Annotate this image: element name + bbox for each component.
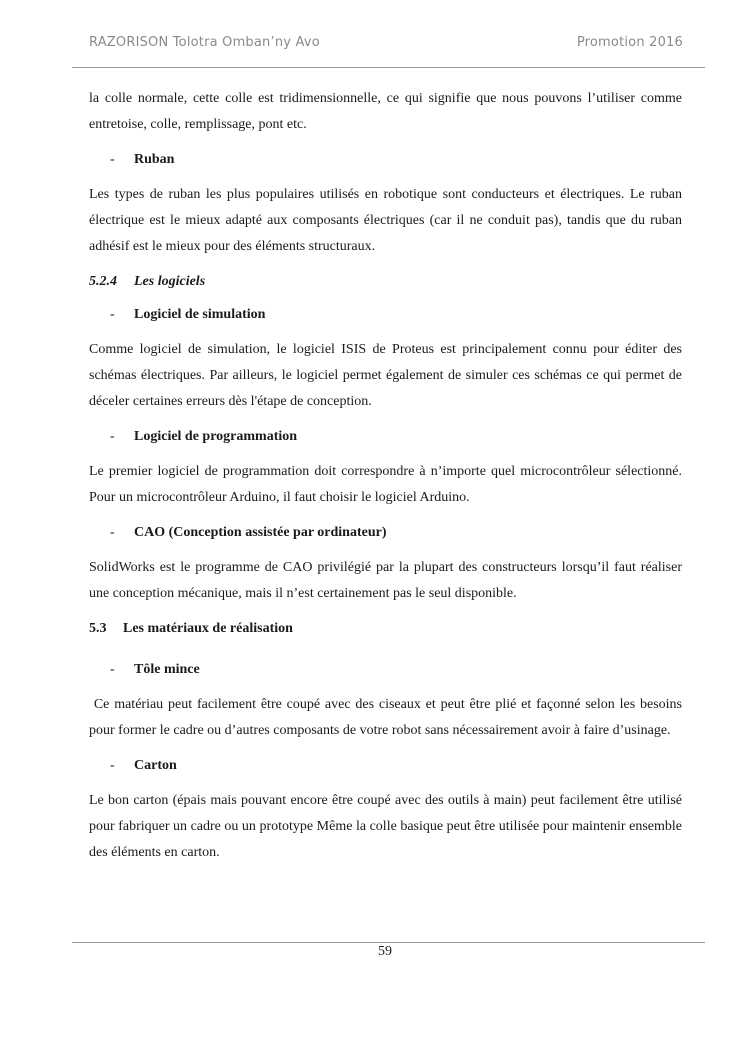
bullet-dash: - [110,758,115,773]
paragraph-programmation: Le premier logiciel de programmation doit correspondre à n’importe quel microcontrôleur sélectionné. Pour un microcontrôleur Arduino, il faut choisir le logiciel Arduino. [89,464,682,505]
paragraph-colle: la colle normale, cette colle est tridimensionnelle, ce qui signifie que nous pouvons l’utiliser comme entretoise, colle, remplissage, pont etc. [89,91,682,132]
paragraph-tole: Ce matériau peut facilement être coupé avec des ciseaux et peut être plié et façonné selon les besoins pour former le cadre ou d’autres composants de votre robot sans nécessairement avoir à faire d’usinage. [89,697,686,738]
section-title: Les logiciels [134,274,206,289]
paragraph-cao: SolidWorks est le programme de CAO privilégié par la plupart des constructeurs lorsqu’il faut réaliser une conception mécanique, mais il n’est certainement pas le seul disponible. [89,560,682,601]
page-number: 59 [378,944,392,959]
bullet-cao [89,520,682,546]
footer-divider [72,942,705,943]
bullet-dash: - [110,152,115,167]
bullet-label: CAO (Conception assistée par ordinateur) [134,525,387,540]
bullet-simulation [89,302,682,328]
paragraph-ruban: Les types de ruban les plus populaires utilisés en robotique sont conducteurs et électriques. Le ruban électrique est le mieux adapté aux composants électriques (car il ne conduit pas), tandis que du ruban adhésif est le mieux pour des éléments structuraux. [89,187,682,254]
header-author: RAZORISON Tolotra Omban’ny Avo [89,35,320,50]
bullet-ruban [89,147,682,173]
bullet-label: Tôle mince [134,662,200,677]
bullet-tole [89,657,682,683]
paragraph-simulation: Comme logiciel de simulation, le logiciel ISIS de Proteus est principalement connu pour éditer des schémas électriques. Par ailleurs, le logiciel permet également de simuler ces schémas ce qui permet de déceler certaines erreurs dès l'étape de conception. [89,342,682,409]
bullet-dash: - [110,662,115,677]
section-number: 5.3 [89,621,107,636]
bullet-dash: - [110,429,115,444]
bullet-label: Logiciel de simulation [134,307,266,322]
page-content [89,86,686,866]
bullet-carton [89,753,682,779]
header-divider [72,67,705,68]
section-title: Les matériaux de réalisation [123,621,293,636]
bullet-label: Logiciel de programmation [134,429,298,444]
paragraph-carton: Le bon carton (épais mais pouvant encore être coupé avec des outils à main) peut facilement être utilisé pour fabriquer un cadre ou un prototype Même la colle basique peut être utilisée pour maintenir ensemble des éléments en carton. [89,793,682,860]
bullet-dash: - [110,307,115,322]
bullet-dash: - [110,525,115,540]
bullet-label: Ruban [134,152,175,167]
section-heading-5-2-4 [89,269,682,295]
section-number: 5.2.4 [89,274,117,289]
section-heading-5-3 [89,616,682,642]
bullet-programmation [89,424,682,450]
bullet-label: Carton [134,758,177,773]
header-promotion: Promotion 2016 [576,35,683,50]
